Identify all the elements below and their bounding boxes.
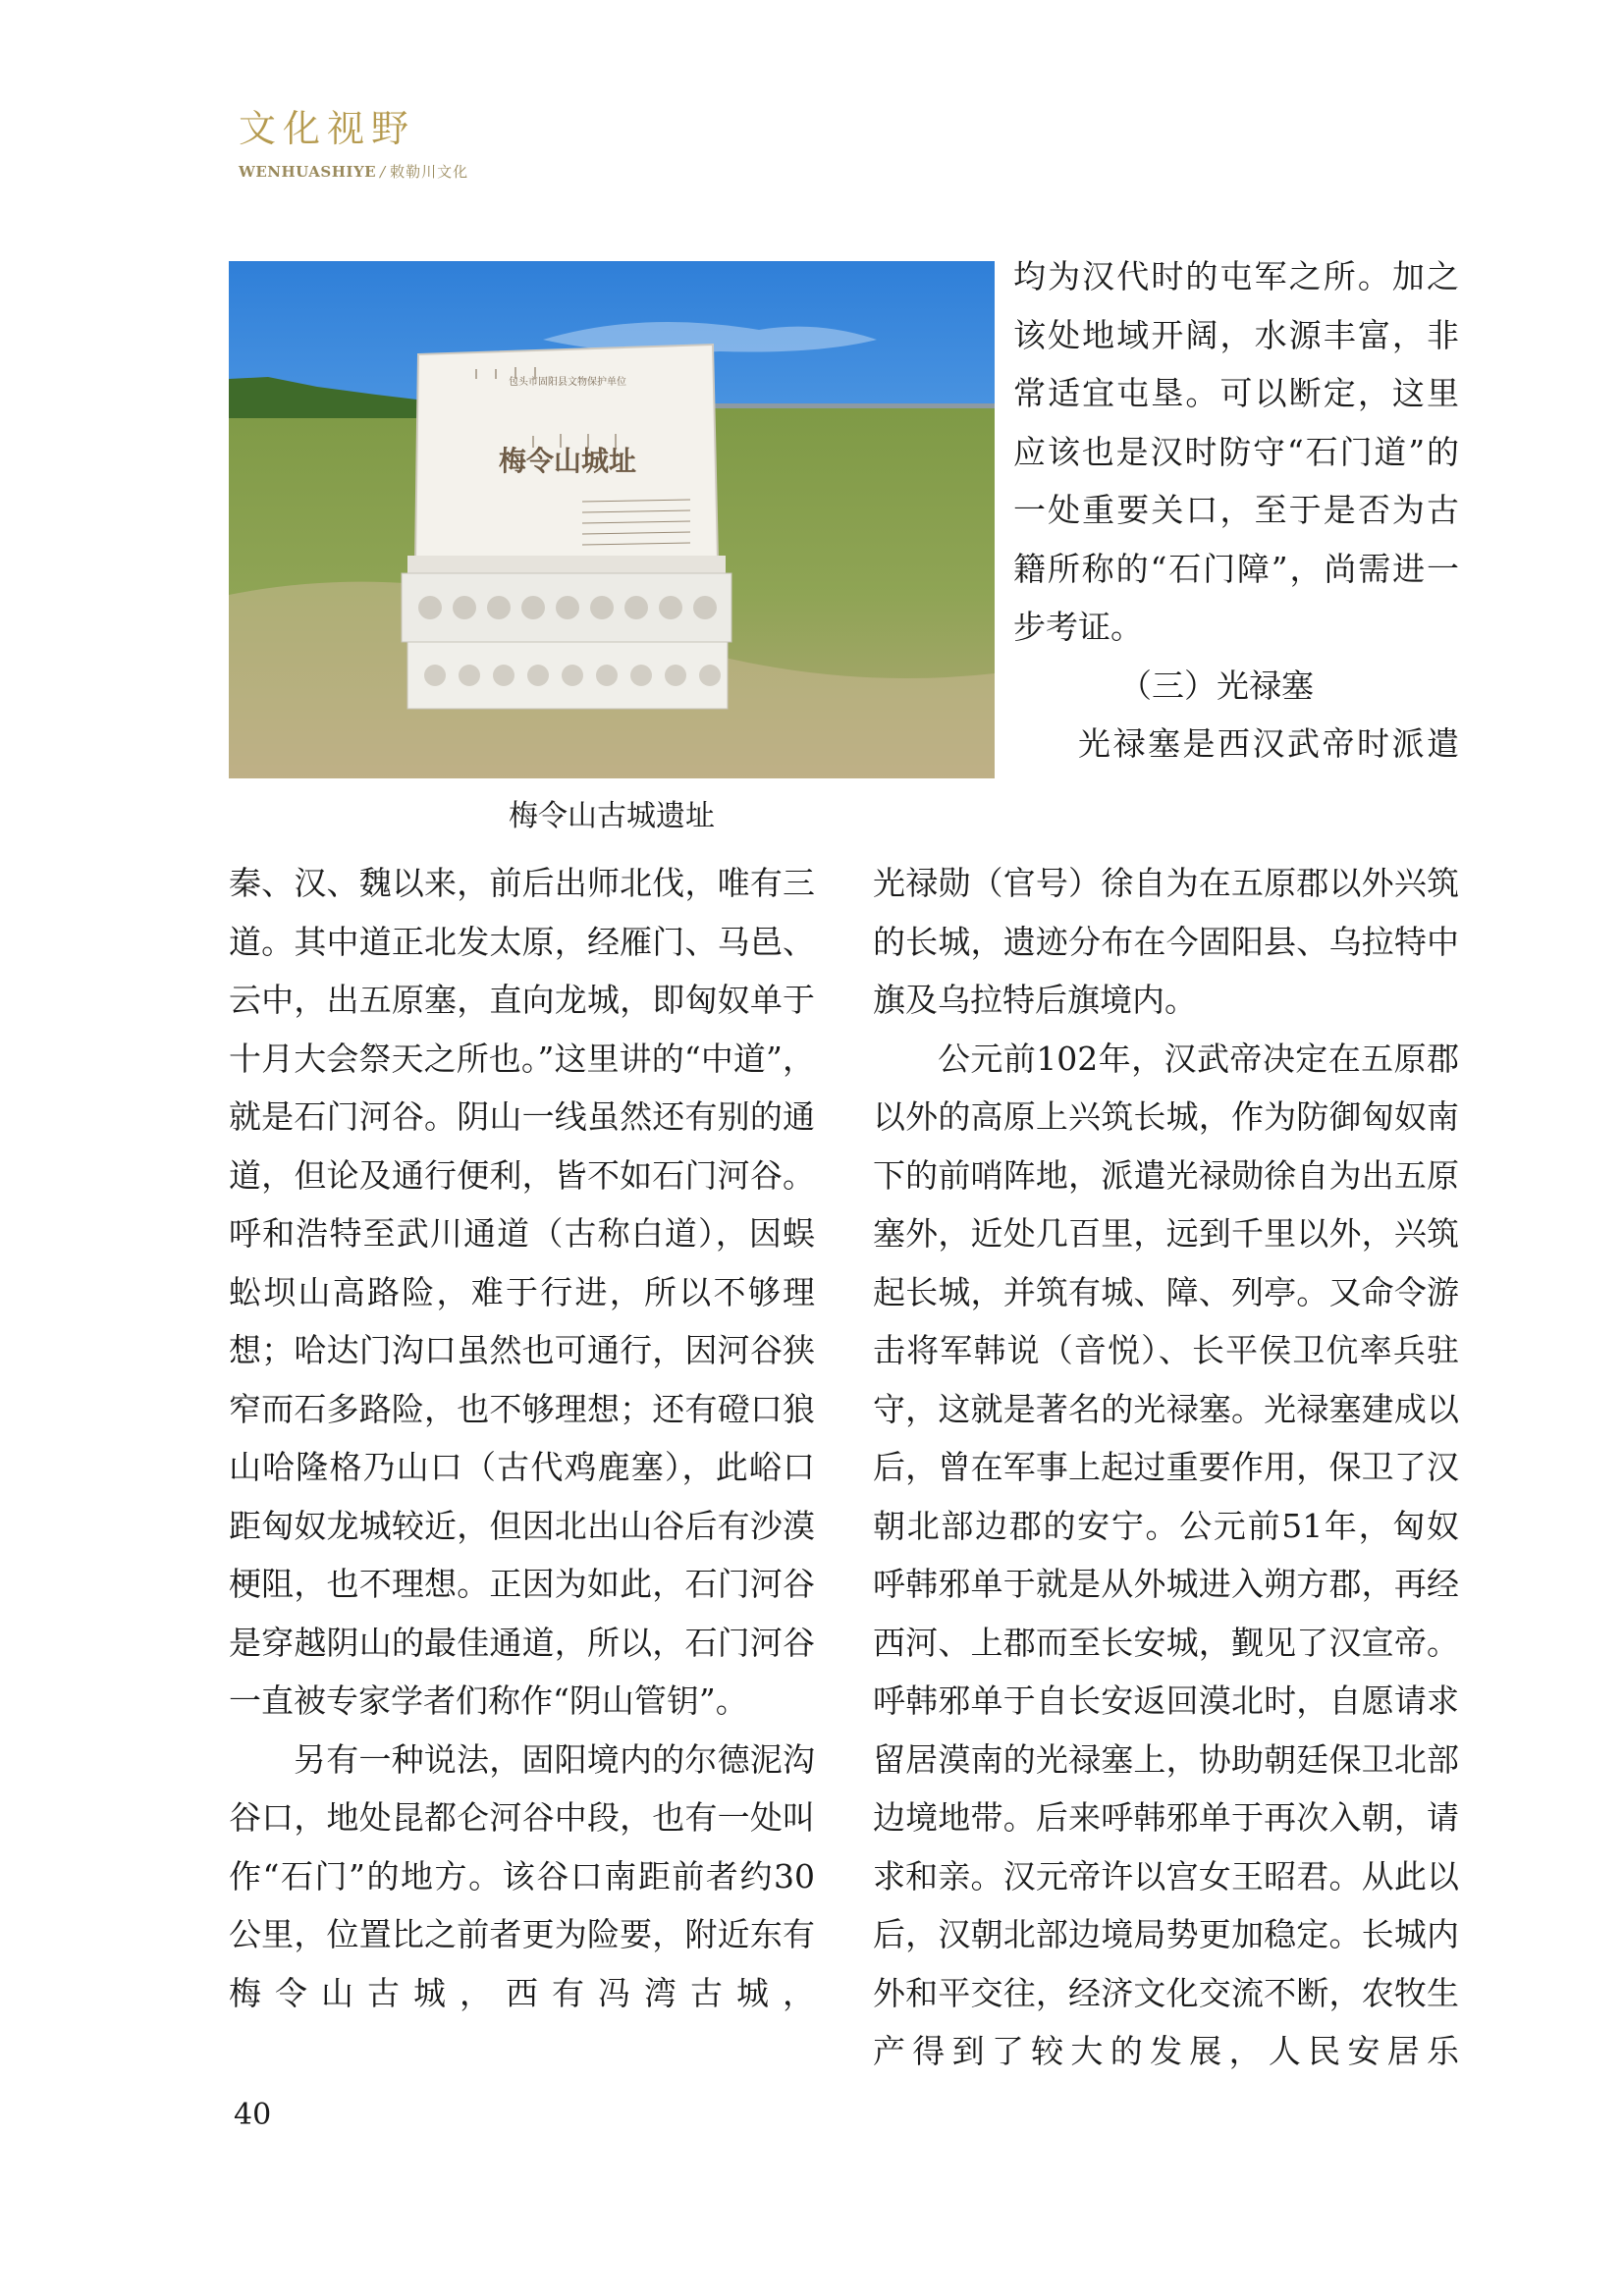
page-number: 40: [234, 2098, 272, 2132]
subtitle-latin: WENHUASHIYE: [239, 163, 377, 181]
subtitle-separator: /: [380, 163, 387, 181]
paragraph: 均为汉代时的屯军之所。加之该处地域开阔，水源丰富，非常适宜屯垦。可以断定，这里应该也是汉时防守“石门道”的一处重要关口，至于是否为古籍所称的“石门障”，尚需进一步考证。: [1013, 257, 1459, 646]
section-subtitle: [239, 161, 468, 182]
section-heading: （三）光禄塞: [1119, 666, 1314, 705]
right-column: [873, 854, 1459, 2081]
paragraph: 光禄塞是西汉武帝时派遣: [1078, 724, 1459, 763]
subtitle-cn: 敕勒川文化: [390, 163, 469, 181]
paragraph: 公元前102年，汉武帝决定在五原郡以外的高原上兴筑长城，作为防御匈奴南下的前哨阵地，派遣光禄勋徐自为出五原塞外，近处几百里，远到千里以外，兴筑起长城，并筑有城、障、列亭。又命令游击将军韩说（音悦）、长平侯卫伉率兵驻守，这就是著名的光禄塞。光禄塞建成以后，曾在军事上起过重要作用，保卫了汉朝北部边郡的安宁。公元前51年，匈奴呼韩邪单于就是从外城进入朔方郡，再经西河、上郡而至长安城，觐见了汉宣帝。呼韩邪单于自长安返回漠北时，自愿请求留居漠南的光禄塞上，协助朝廷保卫北部边境地带。后来呼韩邪单于再次入朝，请求和亲。汉元帝许以宫女王昭君。从此以后，汉朝北部边境局势更加稳定。长城内外和平交往，经济文化交流不断，农牧生产得到了较大的发展，人民安居乐: [873, 1039, 1459, 2070]
paragraph: 秦、汉、魏以来，前后出师北伐，唯有三道。其中道正北发太原，经雁门、马邑、云中，出五原塞，直向龙城，即匈奴单于十月大会祭天之所也。”这里讲的“中道”，就是石门河谷。阴山一线虽然还有别的通道，但论及通行便利，皆不如石门河谷。呼和浩特至武川通道（古称白道），因蜈蚣坝山高路险，难于行进，所以不够理想；哈达门沟口虽然也可通行，因河谷狭窄而石多路险，也不够理想；还有磴口狼山哈隆格乃山口（古代鸡鹿塞），此峪口距匈奴龙城较近，但因北出山谷后有沙漠梗阻，也不理想。正因为如此，石门河谷是穿越阴山的最佳通道，所以，石门河谷一直被专家学者们称作“阴山管钥”。: [229, 864, 815, 1720]
plaque-org: 包头市固阳县文物保护单位: [509, 377, 626, 388]
ruins-photo: [229, 261, 995, 778]
plaque-title: 梅令山城址: [498, 445, 637, 477]
running-header: [239, 107, 469, 182]
left-column: [229, 854, 815, 2022]
paragraph: 光禄勋（官号）徐自为在五原郡以外兴筑的长城，遗迹分布在今固阳县、乌拉特中旗及乌拉特后旗境内。: [873, 864, 1459, 1019]
section-title: 文化视野: [239, 107, 416, 150]
right-top-column: [1013, 247, 1459, 774]
figure-caption: 梅令山古城遗址: [509, 799, 715, 833]
paragraph: 另有一种说法，固阳境内的尔德泥沟谷口，地处昆都仑河谷中段，也有一处叫作“石门”的地方。该谷口南距前者约30公里，位置比之前者更为险要，附近东有梅令山古城，西有冯湾古城，: [229, 1739, 815, 2012]
